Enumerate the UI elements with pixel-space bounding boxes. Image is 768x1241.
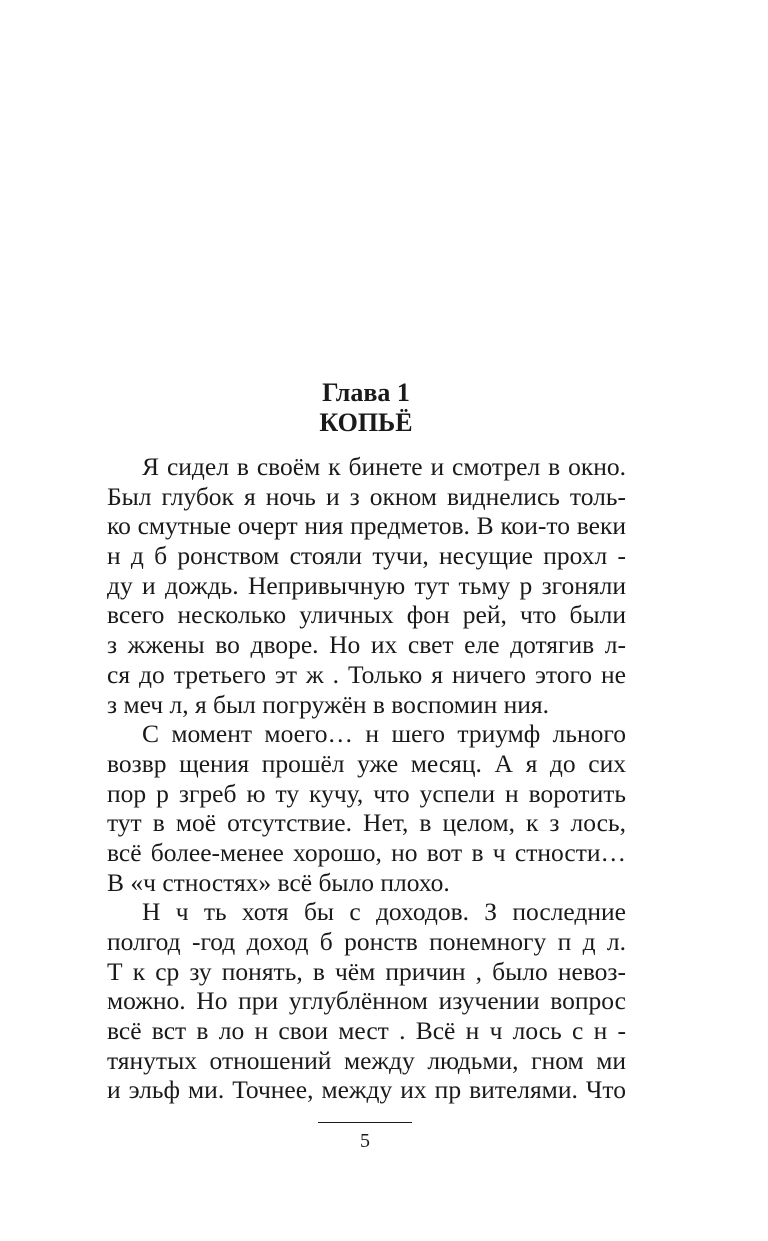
- text-line: С момент моего… н шего триумф льного: [142, 719, 626, 749]
- text-line: полгод -год доход б ронств понемногу п д л.: [107, 927, 626, 956]
- body-text: [107, 452, 626, 1105]
- text-line: возвр щения прошёл уже месяц. А я до сих: [107, 748, 626, 778]
- text-line: и эльф ми. Точнее, между их пр вителями. Что: [107, 1075, 626, 1105]
- text-line: всё более-менее хорошо, но вот в ч стности…: [107, 837, 626, 867]
- text-line: всего несколько уличных фон рей, что были: [107, 600, 626, 630]
- page-number: 5: [360, 1130, 370, 1152]
- text-line: всё вст в ло н свои мест . Всё н ч лось с н -: [107, 1016, 626, 1046]
- text-line: Т к ср зу понять, в чём причин , было невоз-: [107, 956, 626, 986]
- text-line: н д б ронством стояли тучи, несущие прохл -: [107, 541, 626, 571]
- text-line: тянутых отношений между людьми, гном ми: [107, 1045, 626, 1075]
- text-line: тут в моё отсутствие. Нет, в целом, к з лось,: [107, 808, 626, 838]
- chapter-number: Глава 1: [322, 378, 410, 407]
- text-line: ко смутные очерт ния предметов. В кои-то веки: [107, 511, 626, 541]
- text-line: Н ч ть хотя бы с доходов. З последние: [142, 897, 626, 927]
- text-line: ся до третьего эт ж . Только я ничего этого не: [107, 659, 626, 689]
- text-line: з меч л, я был погружён в воспомин ния.: [107, 689, 549, 719]
- text-line: В «ч стностях» всё было плохо.: [107, 867, 450, 897]
- text-line: з жжены во дворе. Но их свет еле дотягив л-: [107, 630, 626, 660]
- text-line: ду и дождь. Непривычную тут тьму р згоняли: [107, 570, 626, 600]
- text-line: Был глубок я ночь и з окном виднелись толь-: [107, 481, 626, 511]
- text-line: Я сидел в своём к бинете и смотрел в окно.: [142, 452, 626, 481]
- text-line: можно. Но при углублённом изучении вопрос: [107, 986, 626, 1016]
- chapter-title: КОПЬЁ: [319, 408, 413, 437]
- footer-divider: [318, 1122, 412, 1123]
- text-line: пор р згреб ю ту кучу, что успели н воротить: [107, 778, 626, 808]
- chapter-heading: [0, 378, 732, 438]
